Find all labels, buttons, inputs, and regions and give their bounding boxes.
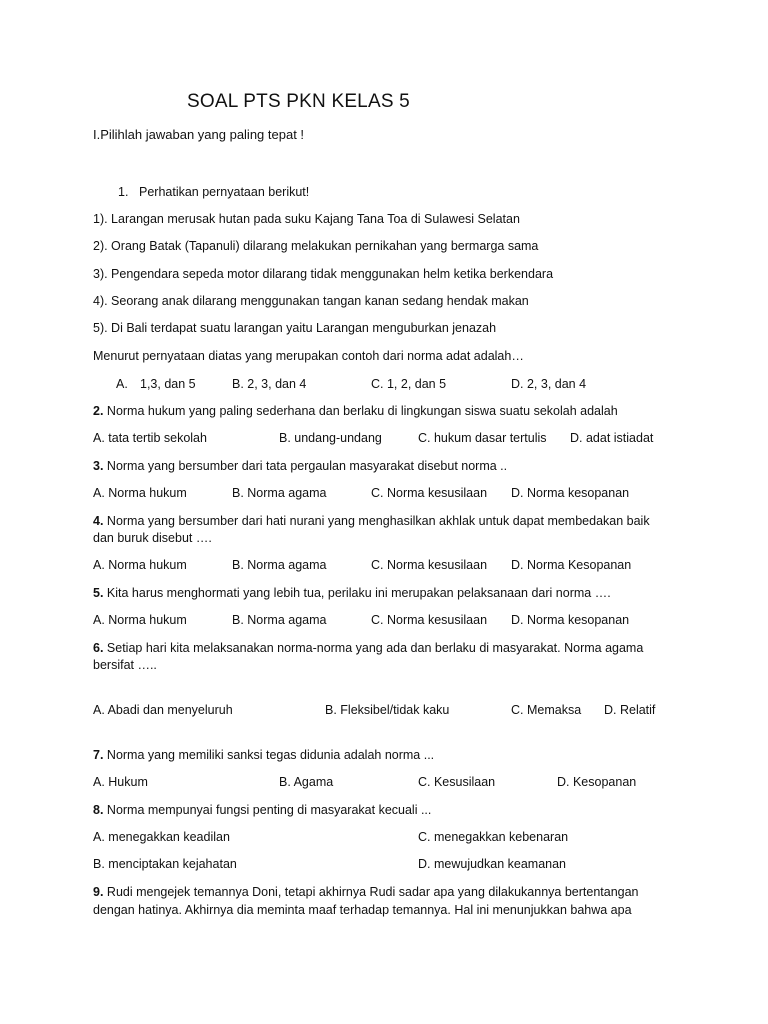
q9-text-continued: dengan hatinya. Akhirnya dia meminta maaf terhadap temannya. Hal ini menunjukkan bahwa apa [93, 903, 632, 917]
q4-text: Norma yang bersumber dari hati nurani yang menghasilkan akhlak untuk dapat membedakan baik [103, 514, 650, 528]
q8-text: Norma mempunyai fungsi penting di masyarakat kecuali ... [103, 803, 432, 817]
q8-option-a: A. menegakkan keadilan [93, 830, 230, 844]
q5-option-b: B. Norma agama [232, 613, 327, 627]
q1-statement-3: 3). Pengendara sepeda motor dilarang tidak menggunakan helm ketika berkendara [93, 267, 554, 281]
q8-option-b: B. menciptakan kejahatan [93, 857, 237, 871]
q2-option-b: B. undang-undang [279, 431, 382, 445]
q7-option-a: A. Hukum [93, 775, 148, 789]
q5-option-c: C. Norma kesusilaan [371, 613, 488, 627]
q6-text-continued: bersifat ….. [93, 658, 157, 672]
q9-question [93, 883, 639, 901]
q7-option-d: D. Kesopanan [557, 775, 637, 789]
q1-option-a: 1,3, dan 5 [140, 377, 196, 391]
q1-option-b: B. 2, 3, dan 4 [232, 377, 307, 391]
q8-option-c: C. menegakkan kebenaran [418, 830, 569, 844]
q3-option-d: D. Norma kesopanan [511, 486, 630, 500]
q4-option-a: A. Norma hukum [93, 558, 187, 572]
q2-option-c: C. hukum dasar tertulis [418, 431, 547, 445]
page-title: SOAL PTS PKN KELAS 5 [187, 91, 410, 112]
q9-text: Rudi mengejek temannya Doni, tetapi akhirnya Rudi sadar apa yang dilakukannya bertentangan [103, 885, 639, 899]
q2-text: Norma hukum yang paling sederhana dan berlaku di lingkungan siswa suatu sekolah adalah [103, 404, 618, 418]
q7-question [93, 746, 434, 764]
q6-option-d: D. Relatif [604, 703, 656, 717]
q6-option-b: B. Fleksibel/tidak kaku [325, 703, 450, 717]
q5-number: 5. [93, 586, 104, 600]
q8-number: 8. [93, 803, 104, 817]
q7-option-b: B. Agama [279, 775, 334, 789]
q9-number: 9. [93, 885, 104, 899]
q1-prompt: Perhatikan pernyataan berikut! [139, 185, 310, 199]
q6-option-a: A. Abadi dan menyeluruh [93, 703, 233, 717]
q1-number: 1. [118, 185, 129, 199]
q1-statement-4: 4). Seorang anak dilarang menggunakan tangan kanan sedang hendak makan [93, 294, 529, 308]
q3-number: 3. [93, 459, 104, 473]
q8-option-d: D. mewujudkan keamanan [418, 857, 566, 871]
q7-option-c: C. Kesusilaan [418, 775, 496, 789]
q6-number: 6. [93, 641, 104, 655]
q1-statement-1: 1). Larangan merusak hutan pada suku Kajang Tana Toa di Sulawesi Selatan [93, 212, 520, 226]
q2-question [93, 402, 618, 420]
instruction-text: I.Pilihlah jawaban yang paling tepat ! [93, 127, 305, 142]
q7-text: Norma yang memiliki sanksi tegas didunia adalah norma ... [103, 748, 435, 762]
q8-question [93, 801, 431, 819]
q3-option-b: B. Norma agama [232, 486, 327, 500]
q6-question [93, 639, 643, 657]
q4-text-continued: dan buruk disebut …. [93, 531, 212, 545]
q2-option-d: D. adat istiadat [570, 431, 654, 445]
q1-statement-2: 2). Orang Batak (Tapanuli) dilarang melakukan pernikahan yang bermarga sama [93, 239, 539, 253]
q7-number: 7. [93, 748, 104, 762]
q1-question: Menurut pernyataan diatas yang merupakan contoh dari norma adat adalah… [93, 349, 524, 363]
q4-option-d: D. Norma Kesopanan [511, 558, 632, 572]
q4-number: 4. [93, 514, 104, 528]
q3-question [93, 457, 507, 475]
q5-text: Kita harus menghormati yang lebih tua, perilaku ini merupakan pelaksanaan dari norma …. [103, 586, 611, 600]
q1-option-c: C. 1, 2, dan 5 [371, 377, 447, 391]
q4-option-b: B. Norma agama [232, 558, 327, 572]
q5-question [93, 584, 611, 602]
q3-text: Norma yang bersumber dari tata pergaulan masyarakat disebut norma .. [103, 459, 508, 473]
q5-option-d: D. Norma kesopanan [511, 613, 630, 627]
q3-option-a: A. Norma hukum [93, 486, 187, 500]
q1-statement-5: 5). Di Bali terdapat suatu larangan yaitu Larangan menguburkan jenazah [93, 321, 497, 335]
q3-option-c: C. Norma kesusilaan [371, 486, 488, 500]
q1-option-d: D. 2, 3, dan 4 [511, 377, 587, 391]
q4-option-c: C. Norma kesusilaan [371, 558, 488, 572]
q5-option-a: A. Norma hukum [93, 613, 187, 627]
q6-option-c: C. Memaksa [511, 703, 582, 717]
q2-option-a: A. tata tertib sekolah [93, 431, 207, 445]
q1-option-a-letter: A. [116, 377, 128, 391]
q2-number: 2. [93, 404, 104, 418]
q6-text: Setiap hari kita melaksanakan norma-norma yang ada dan berlaku di masyarakat. Norma agama [103, 641, 644, 655]
q4-question [93, 512, 650, 530]
